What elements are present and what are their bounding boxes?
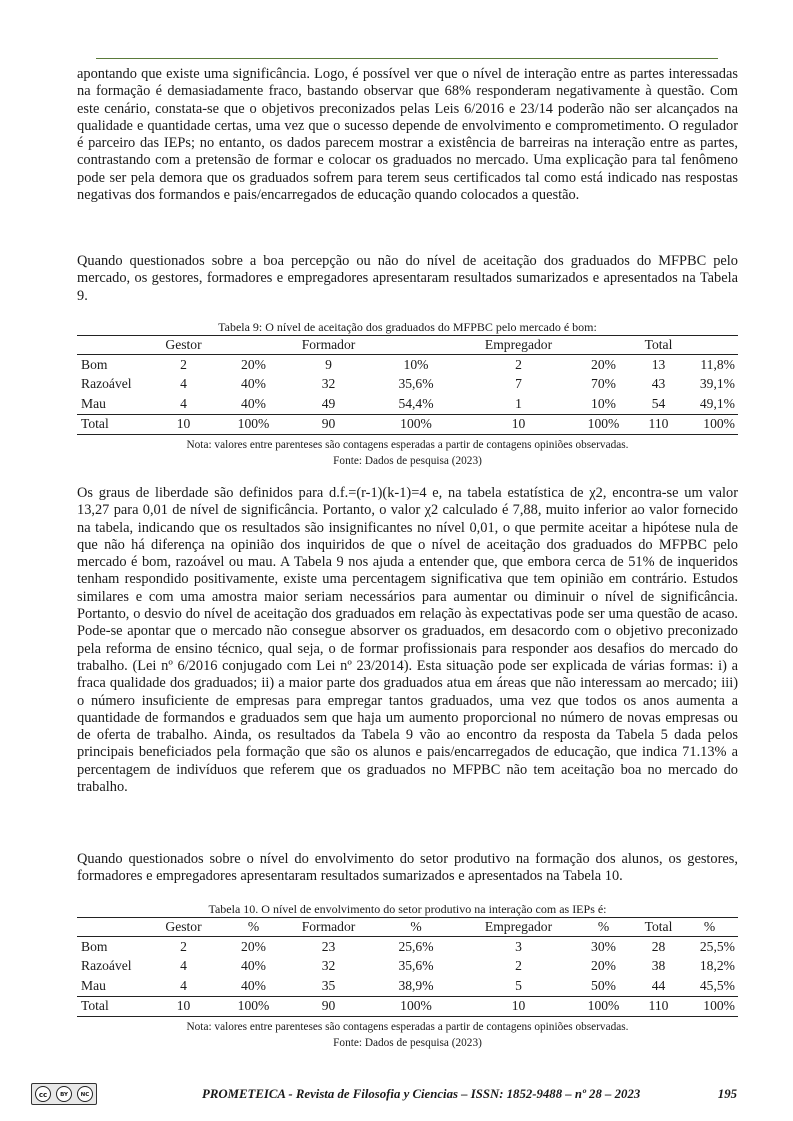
table10-header-cell: % [247,919,260,934]
paragraph-1: apontando que existe uma significância. Logo, é possível ver que o nível de interação entre as partes interessadas na formação é demasiadamente fraco, bastando observar que 68% responderam negativamente à questão. Com este cenário, constata-se que o objetivos preconizados pelas Leis 6/2016 e 23/14 poderão não ser alcançados na qualidade e quantidade certas, uma vez que o sucesso depende de envolvimento e comprometimento. O regulador é parceiro das IEPs; no entanto, os dados parecem mostrar a existência de barreiras na interação entre as partes, contrastando com a pretensão de formar e colocar os graduados no mercado. Uma explicação para tal fenômeno pode ser pela demora que os graduados sofrem para terem seus certificados tal como está indicado nas respostas negativas dos formandos e pais/encarregados de educação quando colocados a questão. [77,66,738,204]
table10-header-cell: Formador [301,919,356,934]
table-cell: 39,1% [699,376,735,392]
attribution-icon: BY [56,1086,72,1102]
table-cell: 25,6% [398,938,434,954]
table-cell: 10% [591,395,616,411]
table-cell: 28 [651,938,666,954]
table-cell: 49,1% [699,395,735,411]
table-row [77,996,738,1017]
table-cell: 7 [515,376,522,392]
table9-header-cell [216,336,291,355]
table10-header-cell: Gestor [165,919,202,934]
paragraph-3: Os graus de liberdade são definidos para d.f.=(r-1)(k-1)=4 e, na tabela estatística de χ2, encontra-se um valor 13,27 para 0,01 de nível de significância. Portanto, o valor χ2 calculado é 7,88, muito inferior ao valor fornecido na tabela, indicando que os resultados são insignificantes no nível 0,01, o que permite aceitar a hipótese nula de que não há diferença na opinião dos inquiridos de que o nível de aceitação dos graduados do MFPBC pelo mercado é bom, razoável ou mau. A Tabela 9 nos ajuda a entender que, que embora cerca de 51% de inqueridos tenham respondido positivamente, existe uma percentagem significativa que tem opinião em contrário. Estudos similares e com uma amostra maior seriam necessários para aumentar ou diminuir o nível de significância. Portanto, o desvio do nível de aceitação dos graduados em relação às expectativas pode ser uma questão de acaso. Pode-se apontar que o mercado não consegue absorver os graduados, em desacordo com o objetivo preconizado pela reforma de ensino técnico, qual seja, o de formar profissionais para responder aos desafios do mercado do trabalho. (Lei nº 6/2016 conjugado com Lei nº 23/2014). Esta situação pode ser explicada de várias formas: i) a fraca qualidade dos graduados; ii) a maior parte dos graduados atua em áreas que não interessam ao mercado; iii) o número insuficiente de empresas para empregar tantos graduados, uma vez que todos os anos aumenta a quantidade de formandos e graduados sem que haja um aumento proporcional no número de novas empresas ou de oferta de trabalho. Ainda, os resultados da Tabela 9 vão ao encontro da resposta da Tabela 5 dada pelos principais beneficiados pela formação que são os alunos e pais/encarregados de educação, que indica 71.13% a percentagem de indivíduos que referem que os graduados no MFPBC não tem aceitação boa no mercado do trabalho. [77,485,738,796]
table-row [77,355,738,375]
header-rule [96,58,718,59]
table9-caption: Tabela 9: O nível de aceitação dos graduados do MFPBC pelo mercado é bom: [218,320,597,334]
table-cell: 100% [587,998,620,1014]
row-label: Total [81,998,109,1014]
table-cell: 90 [321,998,336,1014]
page-number: 195 [717,1087,737,1101]
table10-caption: Tabela 10. O nível de envolvimento do setor produtivo na interação com as IEPs é: [208,902,607,916]
table-cell: 13 [651,356,666,372]
table-cell: 4 [180,395,187,411]
table10-header-cell: Total [644,919,673,934]
row-label: Razoável [81,958,132,974]
table-cell: 90 [321,416,336,432]
paragraph-4: Quando questionados sobre o nível do envolvimento do setor produtivo na formação dos alunos, os gestores, formadores e empregadores apresentaram resultados sumarizados e apresentados na Tabela 10. [77,851,738,885]
table10-source: Fonte: Dados de pesquisa (2023) [333,1037,482,1049]
row-label: Bom [81,356,108,372]
table-cell: 100% [237,416,270,432]
table9-header-cell: Total [644,337,673,352]
table-cell: 100% [587,416,620,432]
table-cell: 4 [180,977,187,993]
row-label: Mau [81,977,106,993]
row-label: Razoável [81,376,132,392]
table-cell: 4 [180,958,187,974]
table10-header-row [77,918,738,937]
table-cell: 45,5% [699,977,735,993]
table-cell: 43 [651,376,666,392]
table-row [77,957,738,977]
table-cell: 11,8% [700,356,735,372]
cc-icon: cc [35,1086,51,1102]
table-cell: 2 [515,356,522,372]
table-cell: 35 [321,977,336,993]
creative-commons-license-badge [31,1083,97,1105]
table-row [77,976,738,996]
table-cell: 38,9% [398,977,434,993]
table-cell: 40% [241,376,266,392]
table-row [77,414,738,435]
table-row [77,375,738,395]
table-cell: 100% [237,998,270,1014]
table-cell: 2 [180,356,187,372]
table9-header-cell: Empregador [484,337,553,352]
table-cell: 100% [703,998,735,1014]
table-cell: 20% [241,356,266,372]
table9-header-cell [366,336,466,355]
table9-header-cell [571,336,636,355]
table-cell: 3 [515,938,522,954]
table-cell: 2 [515,958,522,974]
table9-source: Fonte: Dados de pesquisa (2023) [333,455,482,467]
table-row [77,394,738,414]
table-cell: 20% [591,958,616,974]
table9-header-row [77,336,738,355]
table-cell: 44 [651,977,666,993]
table10-header-cell: % [703,919,716,934]
table9-header-cell: Gestor [165,337,202,352]
journal-footer: PROMETEICA - Revista de Filosofia y Ciencias – ISSN: 1852-9488 – nº 28 – 2023 [202,1087,641,1101]
table-cell: 40% [241,958,266,974]
table10-header-cell [77,918,151,937]
table-cell: 18,2% [699,958,735,974]
table-cell: 50% [591,977,616,993]
table-cell: 40% [241,395,266,411]
table9-note: Nota: valores entre parenteses são contagens esperadas a partir de contagens opiniões observadas. [186,439,629,451]
table-cell: 23 [321,938,336,954]
table-cell: 32 [321,958,336,974]
table-cell: 10 [176,998,191,1014]
table-cell: 10 [176,416,191,432]
table-cell: 38 [651,958,666,974]
table-cell: 4 [180,376,187,392]
table-cell: 32 [321,376,336,392]
table-9 [77,335,738,435]
table-10 [77,917,738,1017]
table-cell: 1 [515,395,522,411]
table9-header-cell [77,336,151,355]
table9-header-cell [681,336,738,355]
table-cell: 20% [241,938,266,954]
table10-header-cell: % [410,919,422,934]
table-cell: 10 [511,998,526,1014]
table-cell: 20% [591,356,616,372]
table-row [77,937,738,957]
table-cell: 70% [591,376,616,392]
table-cell: 35,6% [398,376,434,392]
table10-header-cell: Empregador [484,919,553,934]
table-cell: 40% [241,977,266,993]
table10-note: Nota: valores entre parenteses são contagens esperadas a partir de contagens opiniões observadas. [186,1021,629,1033]
table-cell: 2 [180,938,187,954]
table-cell: 30% [591,938,616,954]
table-cell: 110 [648,416,669,432]
table-cell: 9 [325,356,332,372]
table-cell: 10 [511,416,526,432]
table-cell: 100% [400,998,432,1014]
row-label: Bom [81,938,108,954]
table-cell: 49 [321,395,336,411]
table-cell: 5 [515,977,522,993]
table-cell: 35,6% [398,958,434,974]
table9-header-cell: Formador [301,337,356,352]
row-label: Total [81,416,109,432]
row-label: Mau [81,395,106,411]
table-cell: 25,5% [699,938,735,954]
paragraph-2: Quando questionados sobre a boa percepção ou não do nível de aceitação dos graduados do MFPBC pelo mercado, os gestores, formadores e empregadores apresentaram resultados sumarizados e apresentados na Tabela 9. [77,253,738,304]
noncommercial-icon: NC [77,1086,93,1102]
table10-header-cell: % [597,919,610,934]
table-cell: 100% [400,416,432,432]
table-cell: 54,4% [398,395,434,411]
table-cell: 10% [403,356,429,372]
table-cell: 110 [648,998,669,1014]
table-cell: 100% [703,416,735,432]
table-cell: 54 [651,395,666,411]
